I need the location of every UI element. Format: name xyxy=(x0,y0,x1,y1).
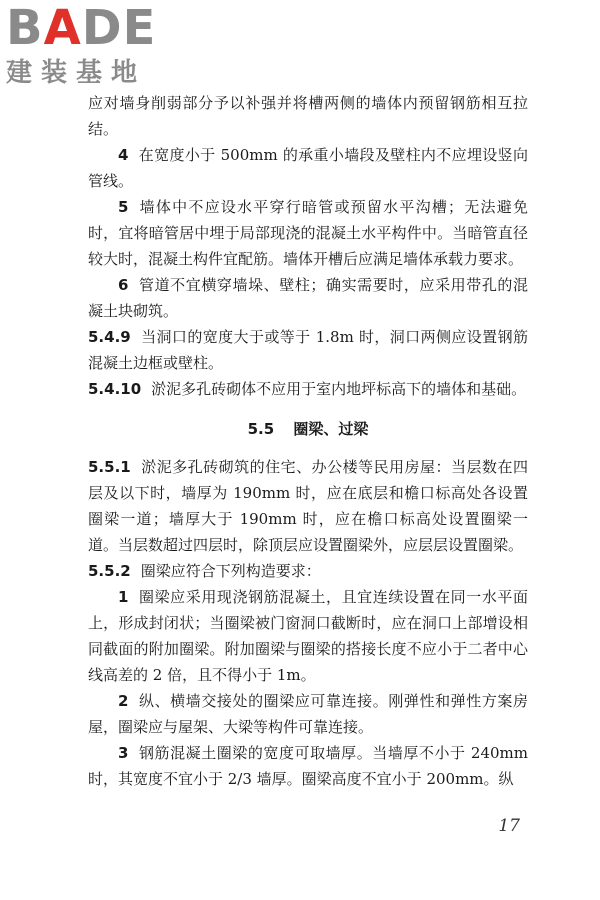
item-number: 1 xyxy=(118,588,129,606)
item-number: 4 xyxy=(118,146,129,164)
clause xyxy=(88,324,528,376)
paragraph-text: 应对墙身削弱部分予以补强并将槽两侧的墙体内预留钢筋相互拉结。 xyxy=(88,94,528,138)
logo-mark xyxy=(6,2,176,54)
list-item xyxy=(88,272,528,324)
item-number: 3 xyxy=(118,744,129,762)
item-text: 圈梁应采用现浇钢筋混凝土，且宜连续设置在同一水平面上，形成封闭状；当圈梁被门窗洞口截断时，应在洞口上部增设相同截面的附加圈梁。附加圈梁与圈梁的搭接长度不应小于二者中心线高差的 2 倍，且不得小于 1m。 xyxy=(88,588,528,684)
list-item xyxy=(88,688,528,740)
list-item xyxy=(88,142,528,194)
section-heading xyxy=(88,416,528,442)
item-text: 在宽度小于 500mm 的承重小墙段及壁柱内不应埋设竖向管线。 xyxy=(88,146,528,190)
section-title: 圈梁、过梁 xyxy=(293,420,369,438)
clause-number: 5.4.9 xyxy=(88,328,131,346)
item-text: 纵、横墙交接处的圈梁应可靠连接。刚弹性和弹性方案房屋，圈梁应与屋架、大梁等构件可靠连接。 xyxy=(88,692,528,736)
item-text: 墙体中不应设水平穿行暗管或预留水平沟槽；无法避免时，宜将暗管居中埋于局部现浇的混凝土水平构件中。当暗管直径较大时，混凝土构件宜配筋。墙体开槽后应满足墙体承载力要求。 xyxy=(88,198,528,268)
list-item xyxy=(88,194,528,272)
logo-letter-b: B xyxy=(6,0,44,56)
item-text: 管道不宜横穿墙垛、壁柱；确实需要时，应采用带孔的混凝土块砌筑。 xyxy=(88,276,528,320)
document-body xyxy=(88,90,528,792)
brand-logo xyxy=(6,2,176,86)
logo-letters-de: DE xyxy=(81,0,157,56)
logo-tagline: 建装基地 xyxy=(6,58,147,88)
clause-number: 5.5.1 xyxy=(88,458,131,476)
page-number: 17 xyxy=(498,816,520,836)
item-text: 钢筋混凝土圈梁的宽度可取墙厚。当墙厚不小于 240mm 时，其宽度不宜小于 2/3 墙厚。圈梁高度不宜小于 200mm。纵 xyxy=(88,744,528,788)
item-number: 6 xyxy=(118,276,129,294)
list-item xyxy=(88,584,528,688)
clause xyxy=(88,558,528,584)
clause-number: 5.5.2 xyxy=(88,562,131,580)
clause-text: 圈梁应符合下列构造要求： xyxy=(140,562,321,580)
paragraph xyxy=(88,90,528,142)
item-number: 2 xyxy=(118,692,129,710)
clause-text: 淤泥多孔砖砌体不应用于室内地坪标高下的墙体和基础。 xyxy=(151,380,527,398)
clause-text: 当洞口的宽度大于或等于 1.8m 时，洞口两侧应设置钢筋混凝土边框或壁柱。 xyxy=(88,328,528,372)
section-number: 5.5 xyxy=(247,420,275,438)
list-item xyxy=(88,740,528,792)
logo-letter-a: A xyxy=(43,0,82,56)
clause xyxy=(88,376,528,402)
clause xyxy=(88,454,528,558)
clause-number: 5.4.10 xyxy=(88,380,142,398)
clause-text: 淤泥多孔砖砌筑的住宅、办公楼等民用房屋：当层数在四层及以下时，墙厚为 190mm 时，应在底层和檐口标高处各设置圈梁一道；墙厚大于 190mm 时，应在檐口标高处设置圈梁一道。当层数超过四层时，除顶层应设置圈梁外，应层层设置圈梁。 xyxy=(88,458,528,554)
item-number: 5 xyxy=(118,198,129,216)
